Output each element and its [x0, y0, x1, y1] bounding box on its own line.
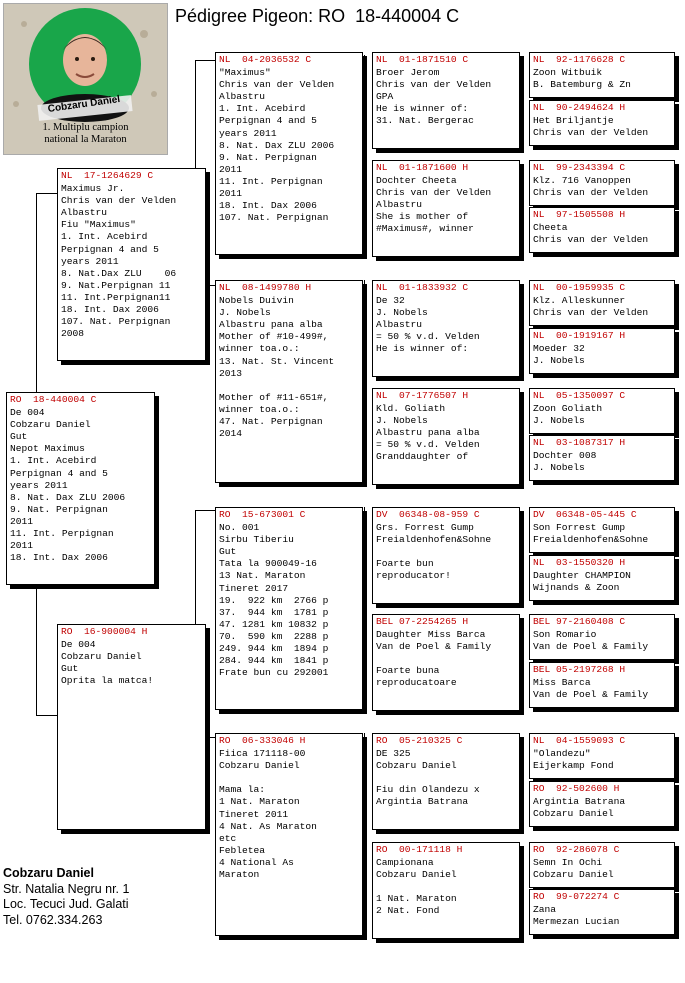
ring-number: NL 03-1550320 H	[533, 557, 626, 568]
card-details: Klz. 716 Vanoppen Chris van der Velden	[533, 175, 649, 199]
pedigree-card-sire-sire	[215, 52, 363, 255]
pedigree-card-sire	[57, 168, 206, 361]
page-title: Pédigree Pigeon: RO 18-440004 C	[175, 6, 460, 26]
card-details: Cheeta Chris van der Velden	[533, 222, 649, 246]
card-details: "Olandezu" Eijerkamp Fond	[533, 748, 614, 772]
card-details: Zoon Goliath J. Nobels	[533, 403, 603, 427]
card-details: Daughter CHAMPION Wijnands & Zoon	[533, 570, 631, 594]
pedigree-card-dam-dam	[215, 733, 363, 936]
pedigree-card-ddd	[372, 842, 520, 939]
owner-name: Cobzaru Daniel	[3, 866, 94, 880]
connector-line	[36, 193, 58, 194]
card-details: Fiica 171118-00 Cobzaru Daniel Mama la: 1 Nat. Maraton Tineret 2011 4 Nat. As Maraton etc Febletea 4 National As Maraton	[219, 748, 317, 881]
card-details: De 32 J. Nobels Albastru = 50 % v.d. Velden He is winner of:	[376, 295, 480, 355]
owner-city: Loc. Tecuci Jud. Galati	[3, 897, 129, 911]
pedigree-card-g5-15	[529, 842, 675, 888]
card-details: Dochter Cheeta Chris van der Velden Albastru She is mother of #Maximus#, winner	[376, 175, 492, 235]
pedigree-card-sdd	[372, 388, 520, 485]
ring-number: NL 92-1176628 C	[533, 54, 626, 65]
breeder-photo	[3, 3, 168, 155]
ring-number: NL 04-2036532 C	[219, 54, 312, 65]
pedigree-card-g5-12	[529, 662, 675, 708]
pedigree-card-g5-2	[529, 100, 675, 146]
owner-street: Str. Natalia Negru nr. 1	[3, 881, 130, 896]
ring-number: NL 99-2343394 C	[533, 162, 626, 173]
ring-number: RO 16-900004 H	[61, 626, 148, 637]
pedigree-card-g5-4	[529, 207, 675, 253]
connector-line	[364, 55, 365, 165]
pedigree-card-sds	[372, 280, 520, 377]
ring-number: NL 00-1919167 H	[533, 330, 626, 341]
pedigree-card-dam-sire	[215, 507, 363, 710]
owner-contact	[3, 866, 129, 928]
ring-number: NL 01-1871510 C	[376, 54, 469, 65]
connector-line	[364, 507, 365, 619]
connector-line	[195, 510, 215, 511]
ring-number: NL 04-1559093 C	[533, 735, 626, 746]
connector-line	[36, 585, 37, 715]
ring-number: RO 99-072274 C	[533, 891, 620, 902]
card-details: Son Romario Van de Poel & Family	[533, 629, 649, 653]
card-details: Zoon Witbuik B. Batemburg & Zn	[533, 67, 631, 91]
ring-number: NL 01-1871600 H	[376, 162, 469, 173]
ring-number: DV 06348-05-445 C	[533, 509, 637, 520]
card-details: Het Briljantje Chris van der Velden	[533, 115, 649, 139]
connector-line	[36, 715, 58, 716]
connector-line	[364, 733, 365, 845]
ring-number: NL 90-2494624 H	[533, 102, 626, 113]
pedigree-card-g5-11	[529, 614, 675, 660]
card-details: Son Forrest Gump Freialdenhofen&Sohne	[533, 522, 649, 546]
card-details: Kld. Goliath J. Nobels Albastru pana alba = 50 % v.d. Velden Granddaughter of	[376, 403, 480, 463]
ring-number: RO 05-210325 C	[376, 735, 463, 746]
pedigree-card-g5-7	[529, 388, 675, 434]
card-details: Dochter 008 J. Nobels	[533, 450, 597, 474]
card-details: Semn In Ochi Cobzaru Daniel	[533, 857, 614, 881]
pedigree-card-dsd	[372, 614, 520, 711]
card-details: Klz. Alleskunner Chris van der Velden	[533, 295, 649, 319]
card-details: Campionana Cobzaru Daniel 1 Nat. Maraton 2 Nat. Fond	[376, 857, 457, 917]
card-details: DE 325 Cobzaru Daniel Fiu din Olandezu x Argintia Batrana	[376, 748, 480, 808]
pedigree-card-g5-9	[529, 507, 675, 553]
ring-number: RO 15-673001 C	[219, 509, 306, 520]
connector-line	[195, 60, 215, 61]
ring-number: NL 01-1833932 C	[376, 282, 469, 293]
pedigree-card-ssd	[372, 160, 520, 257]
card-details: No. 001 Sirbu Tiberiu Gut Tata la 900049-16 13 Nat. Maraton Tineret 2017 19. 922 km 2766 p 37. 944 km 1781 p 47. 1281 km 10832 p 70. 590 km 2288 p 249. 944 km 1894 p 284. 944 km 1841 p Frate bun cu 292001	[219, 522, 329, 679]
card-details: De 004 Cobzaru Daniel Gut Oprita la matca!	[61, 639, 154, 687]
ring-number: RO 92-286078 C	[533, 844, 620, 855]
photo-caption: 1. Multiplu campion national la Maraton	[42, 122, 129, 145]
pedigree-card-dds	[372, 733, 520, 830]
card-details: Broer Jerom Chris van der Velden GPA He is winner of: 31. Nat. Bergerac	[376, 67, 492, 127]
card-details: Miss Barca Van de Poel & Family	[533, 677, 649, 701]
ring-number: NL 07-1776507 H	[376, 390, 469, 401]
pedigree-card-g5-3	[529, 160, 675, 206]
ring-number: RO 92-502600 H	[533, 783, 620, 794]
pedigree-card-dss	[372, 507, 520, 604]
ring-number: NL 17-1264629 C	[61, 170, 154, 181]
connector-line	[36, 193, 37, 393]
ring-number: RO 18-440004 C	[10, 394, 97, 405]
ring-number: NL 97-1505508 H	[533, 209, 626, 220]
pedigree-card-g5-1	[529, 52, 675, 98]
photo-badge-name: Cobzaru Daniel	[47, 93, 121, 116]
owner-phone: Tel. 0762.334.263	[3, 912, 103, 927]
connector-line	[364, 280, 365, 390]
pedigree-card-dam	[57, 624, 206, 830]
ring-number: RO 06-333046 H	[219, 735, 306, 746]
pedigree-card-g5-5	[529, 280, 675, 326]
ring-number: BEL 05-2197268 H	[533, 664, 626, 675]
pedigree-card-sire-dam	[215, 280, 363, 483]
card-details: "Maximus" Chris van der Velden Albastru 1. Int. Acebird Perpignan 4 and 5 years 2011 8. Nat. Dax ZLU 2006 9. Nat. Perpignan 2011 11. Int. Perpignan 2011 18. Int. Dax 2006 107. Nat. Perpignan	[219, 67, 335, 224]
ring-number: BEL 07-2254265 H	[376, 616, 469, 627]
card-details: Maximus Jr. Chris van der Velden Albastru Fiu "Maximus" 1. Int. Acebird Perpignan 4 and 5 years 2011 8. Nat.Dax ZLU 06 9. Nat.Perpignan 11 11. Int.Perpignan11 18. Int. Dax 2006 107. Nat. Perpignan 2008	[61, 183, 177, 340]
pedigree-card-g5-6	[529, 328, 675, 374]
ring-number: RO 00-171118 H	[376, 844, 463, 855]
card-details: Nobels Duivin J. Nobels Albastru pana alba Mother of #10-499#, winner toa.o.: 13. Nat. St. Vincent 2013 Mother of #11-651#, winner toa.o.: 47. Nat. Perpignan 2014	[219, 295, 335, 440]
pedigree-card-g5-16	[529, 889, 675, 935]
pedigree-card-subject	[6, 392, 155, 585]
card-details: Daughter Miss Barca Van de Poel & Family Foarte buna reproducatoare	[376, 629, 492, 689]
ring-number: NL 00-1959935 C	[533, 282, 626, 293]
pedigree-card-g5-14	[529, 781, 675, 827]
card-details: Moeder 32 J. Nobels	[533, 343, 585, 367]
card-details: Grs. Forrest Gump Freialdenhofen&Sohne Foarte bun reproducator!	[376, 522, 492, 582]
card-details: De 004 Cobzaru Daniel Gut Nepot Maximus 1. Int. Acebird Perpignan 4 and 5 years 2011 8. Nat. Dax ZLU 2006 9. Nat. Perpignan 2011 11. Int. Perpignan 2011 18. Int. Dax 2006	[10, 407, 126, 564]
card-details: Argintia Batrana Cobzaru Daniel	[533, 796, 626, 820]
pedigree-card-g5-13	[529, 733, 675, 779]
ring-number: DV 06348-08-959 C	[376, 509, 480, 520]
ring-number: BEL 97-2160408 C	[533, 616, 626, 627]
ring-number: NL 08-1499780 H	[219, 282, 312, 293]
card-details: Zana Mermezan Lucian	[533, 904, 620, 928]
pedigree-card-sss	[372, 52, 520, 149]
pedigree-card-g5-8	[529, 435, 675, 481]
ring-number: NL 03-1087317 H	[533, 437, 626, 448]
pedigree-card-g5-10	[529, 555, 675, 601]
ring-number: NL 05-1350097 C	[533, 390, 626, 401]
